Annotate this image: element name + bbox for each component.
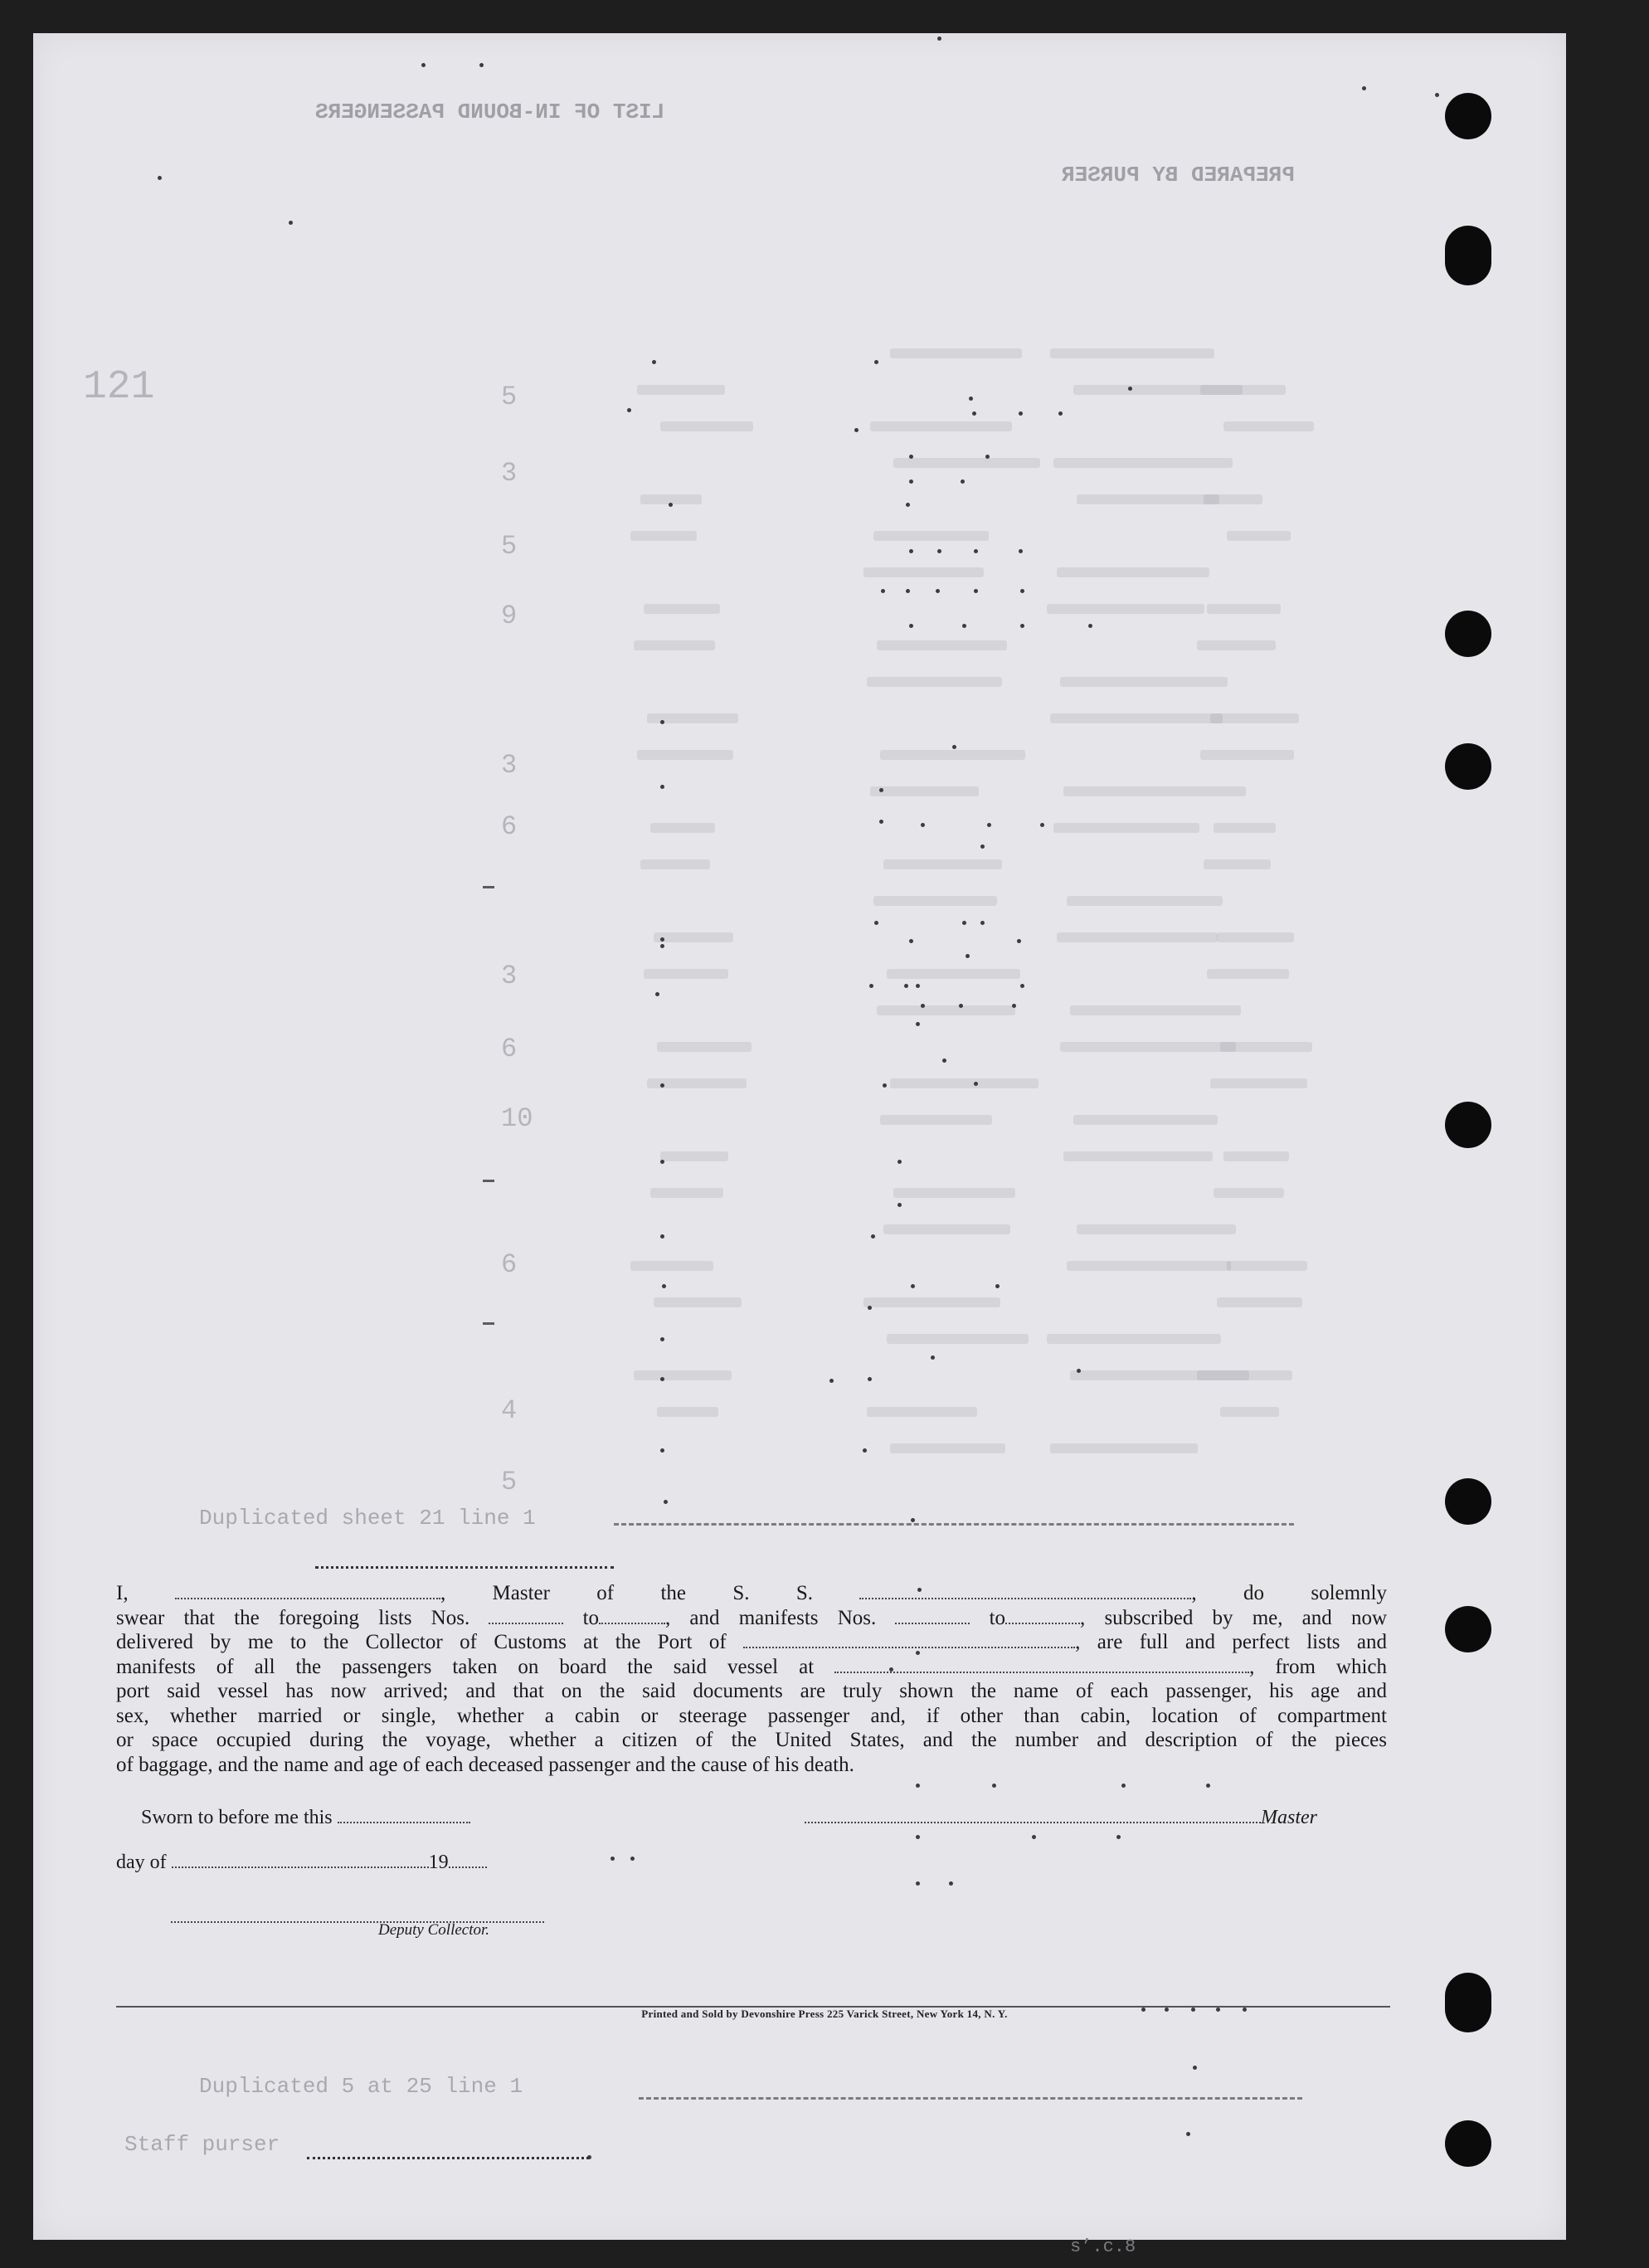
oath-text: , Master of the S. S. bbox=[440, 1582, 814, 1604]
dot-mark bbox=[909, 479, 913, 484]
dot-mark bbox=[1012, 1004, 1016, 1008]
deputy-signature-line bbox=[171, 1905, 544, 1923]
dot-mark bbox=[969, 397, 973, 401]
bleed-through-text bbox=[893, 1188, 1015, 1198]
dot-mark bbox=[660, 1083, 664, 1088]
dot-mark bbox=[863, 1448, 867, 1453]
bleed-through-text bbox=[873, 896, 997, 906]
punch-hole bbox=[1445, 743, 1491, 790]
punch-hole bbox=[1445, 1478, 1491, 1525]
dot-mark bbox=[660, 1160, 664, 1164]
dot-mark bbox=[829, 1379, 834, 1383]
dot-mark bbox=[959, 1004, 963, 1008]
bleed-through-text bbox=[650, 1188, 723, 1198]
oath-text: , from which bbox=[1249, 1655, 1387, 1678]
bleed-through-text bbox=[1077, 494, 1219, 504]
bleed-through-text bbox=[873, 531, 989, 541]
dot-mark bbox=[630, 1857, 635, 1861]
dot-mark bbox=[883, 1083, 887, 1088]
bleed-through-text bbox=[1200, 385, 1286, 395]
dot-mark bbox=[911, 1518, 915, 1522]
name-blank[interactable] bbox=[175, 1581, 440, 1599]
bleed-through-text bbox=[657, 1407, 718, 1417]
bleed-through-text bbox=[1223, 421, 1314, 431]
bleed-through-text bbox=[660, 1151, 728, 1161]
bleed-through-text bbox=[644, 604, 720, 614]
punch-hole bbox=[1445, 93, 1491, 139]
bleed-through-header: LIST OF IN-BOUND PASSENGERS bbox=[315, 100, 665, 124]
bleed-through-text bbox=[890, 1443, 1005, 1453]
dot-mark bbox=[916, 1835, 920, 1839]
dot-mark bbox=[974, 1082, 978, 1086]
bleed-through-text bbox=[1060, 1042, 1236, 1052]
dot-mark bbox=[1058, 411, 1063, 416]
bleed-through-note: Duplicated 5 at 25 line 1 bbox=[199, 2074, 523, 2099]
bleed-through-text bbox=[1060, 677, 1228, 687]
dot-mark bbox=[937, 37, 941, 41]
dot-mark bbox=[966, 954, 970, 958]
bleed-through-text bbox=[877, 1005, 1015, 1015]
bleed-through-text bbox=[1050, 1443, 1198, 1453]
bleed-through-text bbox=[1204, 494, 1262, 504]
manifest-from-blank[interactable] bbox=[895, 1606, 970, 1624]
bleed-through-text bbox=[1214, 823, 1276, 833]
bleed-through-text bbox=[1220, 1407, 1279, 1417]
dot-mark bbox=[1186, 2132, 1190, 2136]
bleed-through-number: 6 bbox=[501, 811, 518, 842]
bleed-through-text bbox=[637, 750, 733, 760]
dot-mark bbox=[655, 992, 659, 996]
bleed-through-number: 10 bbox=[501, 1103, 533, 1134]
dot-mark bbox=[909, 549, 913, 553]
bleed-through-text bbox=[1057, 932, 1218, 942]
dot-mark bbox=[479, 63, 484, 67]
bleed-through-number: 6 bbox=[501, 1034, 518, 1064]
dotted-leader bbox=[307, 2142, 589, 2159]
oath-line bbox=[116, 1581, 1387, 1606]
bleed-through-text bbox=[1223, 1151, 1289, 1161]
dot-mark bbox=[909, 939, 913, 943]
bleed-through-number: 9 bbox=[501, 601, 518, 631]
dot-mark bbox=[610, 1857, 615, 1861]
bleed-through-text bbox=[1070, 1005, 1241, 1015]
dot-mark bbox=[421, 63, 426, 67]
list-from-blank[interactable] bbox=[489, 1606, 563, 1624]
bleed-through-number: 5 bbox=[501, 531, 518, 562]
bleed-through-text bbox=[890, 348, 1022, 358]
sworn-label: Sworn to before me this bbox=[141, 1807, 333, 1828]
bleed-through-text bbox=[1057, 567, 1209, 577]
bleed-through-text bbox=[1067, 1261, 1231, 1271]
oath-line bbox=[116, 1630, 1387, 1655]
dot-mark bbox=[916, 1784, 920, 1788]
oath-text: , subscribed by me, and now bbox=[1080, 1606, 1387, 1629]
dot-mark bbox=[987, 823, 991, 827]
dot-mark bbox=[1077, 1369, 1081, 1373]
dot-mark bbox=[992, 1784, 996, 1788]
oath-text: I, bbox=[116, 1582, 129, 1604]
oath-text: swear that the foregoing lists Nos. bbox=[116, 1606, 470, 1629]
bleed-through-text bbox=[654, 1297, 742, 1307]
dot-mark bbox=[972, 411, 976, 416]
bleed-through-text bbox=[637, 385, 725, 395]
master-label: Master bbox=[1261, 1807, 1317, 1828]
dot-mark bbox=[904, 984, 908, 988]
oath-line: sex, whether married or single, whether a cabin or steerage passenger and, if other than cabin, location of compartment bbox=[116, 1704, 1387, 1727]
punch-hole bbox=[1445, 1102, 1491, 1148]
dot-mark bbox=[921, 1004, 925, 1008]
oath-line: of baggage, and the name and age of each deceased passenger and the cause of his death. bbox=[116, 1753, 854, 1776]
master-signature-line bbox=[805, 1805, 1317, 1829]
day-of-label: day of bbox=[116, 1852, 167, 1873]
dot-mark bbox=[936, 589, 940, 593]
bleed-through-text bbox=[887, 969, 1020, 979]
dot-mark bbox=[952, 745, 956, 749]
dot-mark bbox=[1121, 1784, 1126, 1788]
dashed-separator bbox=[614, 1523, 1294, 1526]
bleed-through-text bbox=[630, 1261, 713, 1271]
bleed-through-text bbox=[883, 859, 1002, 869]
dot-mark bbox=[158, 176, 162, 180]
bleed-through-text bbox=[870, 786, 979, 796]
sworn-date-blank[interactable] bbox=[338, 1805, 470, 1823]
dot-mark bbox=[881, 589, 885, 593]
master-oath-paragraph bbox=[116, 1581, 1387, 1777]
dot-mark bbox=[931, 1355, 935, 1360]
dot-mark bbox=[1435, 93, 1439, 97]
bleed-through-text bbox=[863, 1297, 1000, 1307]
dot-mark bbox=[1019, 411, 1023, 416]
deputy-signature-blank[interactable] bbox=[171, 1905, 544, 1923]
bleed-through-text bbox=[640, 859, 710, 869]
bleed-through-text bbox=[1214, 1188, 1284, 1198]
dot-mark bbox=[1017, 939, 1021, 943]
bleed-through-text bbox=[1053, 823, 1199, 833]
bleed-through-text bbox=[1050, 713, 1223, 723]
dot-mark bbox=[985, 455, 990, 459]
manifest-to-blank[interactable] bbox=[1005, 1606, 1080, 1624]
dot-mark bbox=[921, 823, 925, 827]
dot-mark bbox=[1040, 823, 1044, 827]
bleed-through-text bbox=[877, 640, 1007, 650]
dot-mark bbox=[660, 937, 664, 942]
dot-mark bbox=[874, 360, 878, 364]
dot-mark bbox=[660, 1448, 664, 1453]
dot-mark bbox=[980, 921, 985, 925]
oath-text: to bbox=[989, 1606, 1006, 1629]
dash-mark bbox=[483, 1322, 494, 1325]
dot-mark bbox=[1362, 86, 1366, 90]
dot-mark bbox=[868, 1306, 872, 1310]
oath-text: , do solemnly bbox=[1191, 1582, 1388, 1604]
bleed-through-text bbox=[1210, 713, 1299, 723]
bleed-through-text bbox=[657, 1042, 752, 1052]
dot-mark bbox=[961, 479, 965, 484]
dot-mark bbox=[879, 820, 883, 824]
dot-mark bbox=[874, 921, 878, 925]
month-blank[interactable] bbox=[172, 1850, 429, 1868]
bleed-through-number: 5 bbox=[501, 1467, 518, 1497]
bleed-through-number: 3 bbox=[501, 961, 518, 991]
dot-mark bbox=[1088, 624, 1092, 628]
bleed-through-text bbox=[887, 1334, 1029, 1344]
bleed-through-text bbox=[1227, 531, 1291, 541]
ship-name-blank[interactable] bbox=[859, 1581, 1191, 1599]
bleed-through-text bbox=[650, 823, 715, 833]
dot-mark bbox=[660, 720, 664, 724]
punch-hole bbox=[1445, 1606, 1491, 1652]
departure-port-blank[interactable] bbox=[834, 1655, 1249, 1673]
dot-mark bbox=[962, 624, 966, 628]
dot-mark bbox=[669, 503, 673, 507]
bleed-through-text bbox=[630, 531, 697, 541]
dot-mark bbox=[916, 1022, 920, 1026]
sworn-line bbox=[141, 1805, 470, 1829]
dot-mark bbox=[937, 549, 941, 553]
bleed-through-text bbox=[1047, 604, 1204, 614]
oath-line bbox=[116, 1655, 1387, 1680]
oath-text: , and manifests Nos. bbox=[665, 1606, 877, 1629]
year-blank[interactable] bbox=[449, 1850, 487, 1868]
dash-mark bbox=[483, 1180, 494, 1182]
dot-mark bbox=[1032, 1835, 1036, 1839]
bleed-through-text bbox=[1220, 1042, 1312, 1052]
bleed-through-text bbox=[1063, 1151, 1213, 1161]
list-to-blank[interactable] bbox=[599, 1606, 665, 1624]
bleed-through-text bbox=[1200, 750, 1294, 760]
oath-line: or space occupied during the voyage, whether a citizen of the United States, and the number and description of the pieces bbox=[116, 1729, 1387, 1751]
oath-line: port said vessel has now arrived; and that on the said documents are truly shown the name of each passenger, his age and bbox=[116, 1680, 1387, 1702]
bleed-through-text bbox=[883, 1224, 1010, 1234]
dot-mark bbox=[916, 984, 920, 988]
dotted-leader bbox=[315, 1551, 614, 1569]
dot-mark bbox=[1020, 984, 1024, 988]
master-signature-blank[interactable] bbox=[805, 1805, 1261, 1823]
dot-mark bbox=[1206, 1784, 1210, 1788]
dot-mark bbox=[660, 1234, 664, 1239]
dot-mark bbox=[1019, 549, 1023, 553]
bleed-through-text bbox=[1207, 604, 1281, 614]
bleed-through-text bbox=[890, 1078, 1039, 1088]
bleed-through-text bbox=[1197, 640, 1276, 650]
dot-mark bbox=[660, 1377, 664, 1381]
bleed-through-text bbox=[1047, 1334, 1221, 1344]
bleed-through-number: 6 bbox=[501, 1249, 518, 1280]
dot-mark bbox=[868, 1377, 872, 1381]
bleed-through-text bbox=[893, 458, 1040, 468]
bleed-through-text bbox=[1067, 896, 1223, 906]
dot-mark bbox=[949, 1881, 953, 1886]
bleed-through-text bbox=[1217, 932, 1294, 942]
dot-mark bbox=[909, 455, 913, 459]
bleed-through-text bbox=[863, 567, 984, 577]
deputy-label: Deputy Collector. bbox=[378, 1921, 490, 1939]
bleed-through-text bbox=[867, 677, 1002, 687]
dot-mark bbox=[995, 1284, 1000, 1288]
dot-mark bbox=[660, 785, 664, 789]
dot-mark bbox=[289, 221, 293, 225]
bleed-through-text bbox=[634, 640, 715, 650]
bleed-through-text bbox=[1207, 969, 1289, 979]
dot-mark bbox=[662, 1284, 666, 1288]
bleed-through-number: 121 bbox=[83, 365, 155, 410]
punch-hole bbox=[1445, 611, 1491, 657]
dot-mark bbox=[1128, 387, 1132, 391]
bleed-through-text bbox=[880, 750, 1025, 760]
dot-mark bbox=[942, 1059, 946, 1063]
bleed-through-text bbox=[1053, 458, 1233, 468]
bleed-through-header: PREPARED BY PURSER bbox=[1062, 163, 1295, 187]
oath-text: manifests of all the passengers taken on board the said vessel at bbox=[116, 1655, 815, 1678]
printer-imprint: Printed and Sold by Devonshire Press 225 Varick Street, New York 14, N. Y. bbox=[641, 2008, 1008, 2020]
dot-mark bbox=[854, 428, 859, 432]
dot-mark bbox=[906, 589, 910, 593]
dot-mark bbox=[897, 1203, 902, 1207]
bleed-through-text bbox=[870, 421, 1012, 431]
bleed-through-text bbox=[1210, 1078, 1307, 1088]
oath-line bbox=[116, 1606, 1387, 1631]
bleed-through-number: 3 bbox=[501, 458, 518, 489]
dot-mark bbox=[906, 503, 910, 507]
oath-text: , are full and perfect lists and bbox=[1075, 1631, 1388, 1653]
bleed-through-text bbox=[1050, 348, 1214, 358]
dot-mark bbox=[916, 1881, 920, 1886]
punch-hole bbox=[1445, 1973, 1491, 2032]
dot-mark bbox=[1020, 589, 1024, 593]
bleed-through-note: Staff purser bbox=[124, 2132, 280, 2157]
bleed-through-text bbox=[634, 1370, 732, 1380]
bleed-through-text bbox=[644, 969, 728, 979]
bleed-through-text bbox=[867, 1407, 977, 1417]
year-prefix: 19 bbox=[428, 1852, 449, 1873]
port-blank[interactable] bbox=[743, 1630, 1075, 1648]
dot-mark bbox=[660, 944, 664, 948]
bleed-through-text bbox=[1077, 1224, 1236, 1234]
bleed-through-text bbox=[880, 1115, 992, 1125]
dot-mark bbox=[1116, 1835, 1121, 1839]
dot-mark bbox=[974, 549, 978, 553]
dot-mark bbox=[1193, 2066, 1197, 2070]
dot-mark bbox=[911, 1284, 915, 1288]
bleed-through-text bbox=[660, 421, 753, 431]
punch-hole bbox=[1445, 226, 1491, 285]
dot-mark bbox=[869, 984, 873, 988]
dot-mark bbox=[664, 1500, 668, 1504]
bleed-through-text bbox=[1217, 1297, 1302, 1307]
bleed-through-text bbox=[1197, 1370, 1292, 1380]
bleed-through-text bbox=[1204, 859, 1271, 869]
dot-mark bbox=[871, 1234, 875, 1239]
bleed-through-number: 5 bbox=[501, 382, 518, 412]
dot-mark bbox=[1020, 624, 1024, 628]
oath-text: to bbox=[582, 1606, 600, 1629]
dot-mark bbox=[909, 624, 913, 628]
bleed-through-text bbox=[1227, 1261, 1307, 1271]
dot-mark bbox=[652, 360, 656, 364]
bleed-through-text bbox=[1073, 1115, 1218, 1125]
dot-mark bbox=[897, 1160, 902, 1164]
dot-mark bbox=[974, 589, 978, 593]
dash-mark bbox=[483, 886, 494, 888]
dashed-separator bbox=[639, 2097, 1302, 2100]
punch-hole bbox=[1445, 2120, 1491, 2167]
archive-stamp: s’.c.8 bbox=[1070, 2236, 1136, 2257]
dot-mark bbox=[980, 844, 985, 849]
dot-mark bbox=[627, 408, 631, 412]
bleed-through-note: Duplicated sheet 21 line 1 bbox=[199, 1506, 536, 1531]
bleed-through-text bbox=[1063, 786, 1246, 796]
bleed-through-number: 3 bbox=[501, 750, 518, 781]
dot-mark bbox=[879, 788, 883, 792]
dot-mark bbox=[962, 921, 966, 925]
day-of-line bbox=[116, 1850, 487, 1874]
oath-text: delivered by me to the Collector of Customs at the Port of bbox=[116, 1631, 727, 1653]
bleed-through-text bbox=[654, 932, 733, 942]
bleed-through-number: 4 bbox=[501, 1395, 518, 1426]
dot-mark bbox=[660, 1337, 664, 1341]
